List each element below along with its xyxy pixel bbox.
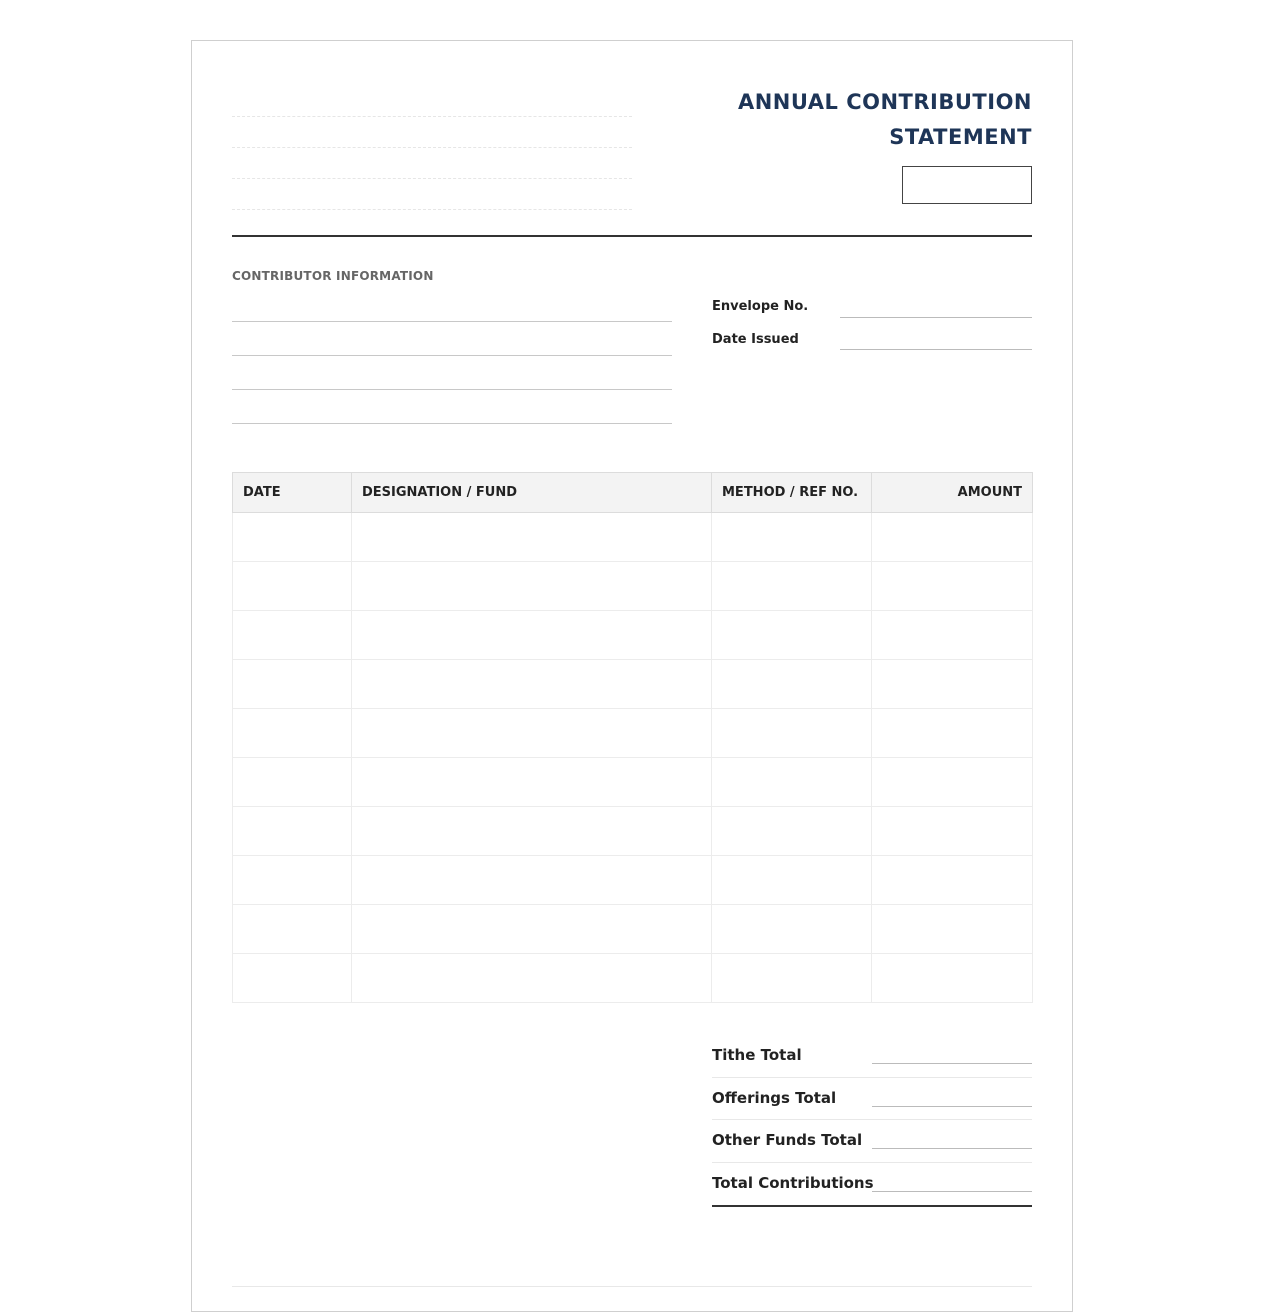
totals-separator [712,1077,1032,1078]
contributor-section-label: CONTRIBUTOR INFORMATION [232,269,434,283]
cell-designation[interactable] [352,807,712,856]
table-row [233,562,1033,611]
offerings-total-field[interactable] [872,1106,1032,1107]
total-contributions-label: Total Contributions [712,1174,874,1192]
contributions-table [232,472,1033,1003]
title-line-2: STATEMENT [889,125,1032,149]
title-line-1: ANNUAL CONTRIBUTION [737,90,1032,114]
cell-designation[interactable] [352,513,712,562]
cell-method[interactable] [712,660,872,709]
table-row [233,905,1033,954]
org-line-4 [232,209,632,210]
cell-date[interactable] [233,807,352,856]
table-row [233,758,1033,807]
cell-amount[interactable] [872,562,1033,611]
totals-separator [712,1119,1032,1120]
total-contributions-field[interactable] [872,1191,1032,1192]
cell-date[interactable] [233,954,352,1003]
cell-designation[interactable] [352,611,712,660]
tithe-total-label: Tithe Total [712,1046,802,1064]
cell-date[interactable] [233,660,352,709]
header-divider [232,235,1032,237]
table-row [233,513,1033,562]
cell-amount[interactable] [872,709,1033,758]
cell-designation[interactable] [352,758,712,807]
contributor-name-line[interactable] [232,321,672,322]
table-row [233,611,1033,660]
cell-designation[interactable] [352,905,712,954]
cell-amount[interactable] [872,758,1033,807]
cell-amount[interactable] [872,513,1033,562]
envelope-number-label: Envelope No. [712,299,809,314]
cell-date[interactable] [233,758,352,807]
cell-designation[interactable] [352,562,712,611]
column-header-method: METHOD / REF NO. [712,473,872,513]
cell-amount[interactable] [872,856,1033,905]
table-header-row [233,473,1033,513]
date-issued-field[interactable] [840,349,1032,350]
statement-year-box[interactable] [902,166,1032,204]
cell-designation[interactable] [352,709,712,758]
cell-amount[interactable] [872,807,1033,856]
cell-method[interactable] [712,954,872,1003]
cell-designation[interactable] [352,954,712,1003]
cell-date[interactable] [233,905,352,954]
contributor-address-line-3[interactable] [232,423,672,424]
tithe-total-field[interactable] [872,1063,1032,1064]
table-row [233,856,1033,905]
column-header-date: DATE [233,473,352,513]
cell-method[interactable] [712,513,872,562]
table-row [233,709,1033,758]
org-line-2 [232,147,632,148]
org-line-1 [232,116,632,117]
cell-date[interactable] [233,709,352,758]
column-header-amount: AMOUNT [872,473,1033,513]
cell-amount[interactable] [872,660,1033,709]
table-row [233,807,1033,856]
other-funds-total-field[interactable] [872,1148,1032,1149]
envelope-number-field[interactable] [840,317,1032,318]
cell-amount[interactable] [872,954,1033,1003]
document-title [672,85,1032,155]
contributor-address-line-2[interactable] [232,389,672,390]
cell-method[interactable] [712,758,872,807]
cell-date[interactable] [233,513,352,562]
cell-method[interactable] [712,562,872,611]
org-line-3 [232,178,632,179]
cell-designation[interactable] [352,660,712,709]
grand-total-rule [712,1205,1032,1207]
contributor-address-line-1[interactable] [232,355,672,356]
cell-method[interactable] [712,611,872,660]
date-issued-label: Date Issued [712,332,799,347]
cell-date[interactable] [233,562,352,611]
cell-date[interactable] [233,611,352,660]
cell-date[interactable] [233,856,352,905]
table-row [233,954,1033,1003]
column-header-designation: DESIGNATION / FUND [352,473,712,513]
totals-separator [712,1162,1032,1163]
cell-method[interactable] [712,905,872,954]
cell-method[interactable] [712,856,872,905]
table-row [233,660,1033,709]
offerings-total-label: Offerings Total [712,1089,837,1107]
statement-page [191,40,1073,1312]
cell-method[interactable] [712,807,872,856]
footer-divider [232,1286,1032,1287]
cell-amount[interactable] [872,611,1033,660]
cell-method[interactable] [712,709,872,758]
cell-amount[interactable] [872,905,1033,954]
cell-designation[interactable] [352,856,712,905]
other-funds-total-label: Other Funds Total [712,1131,863,1149]
